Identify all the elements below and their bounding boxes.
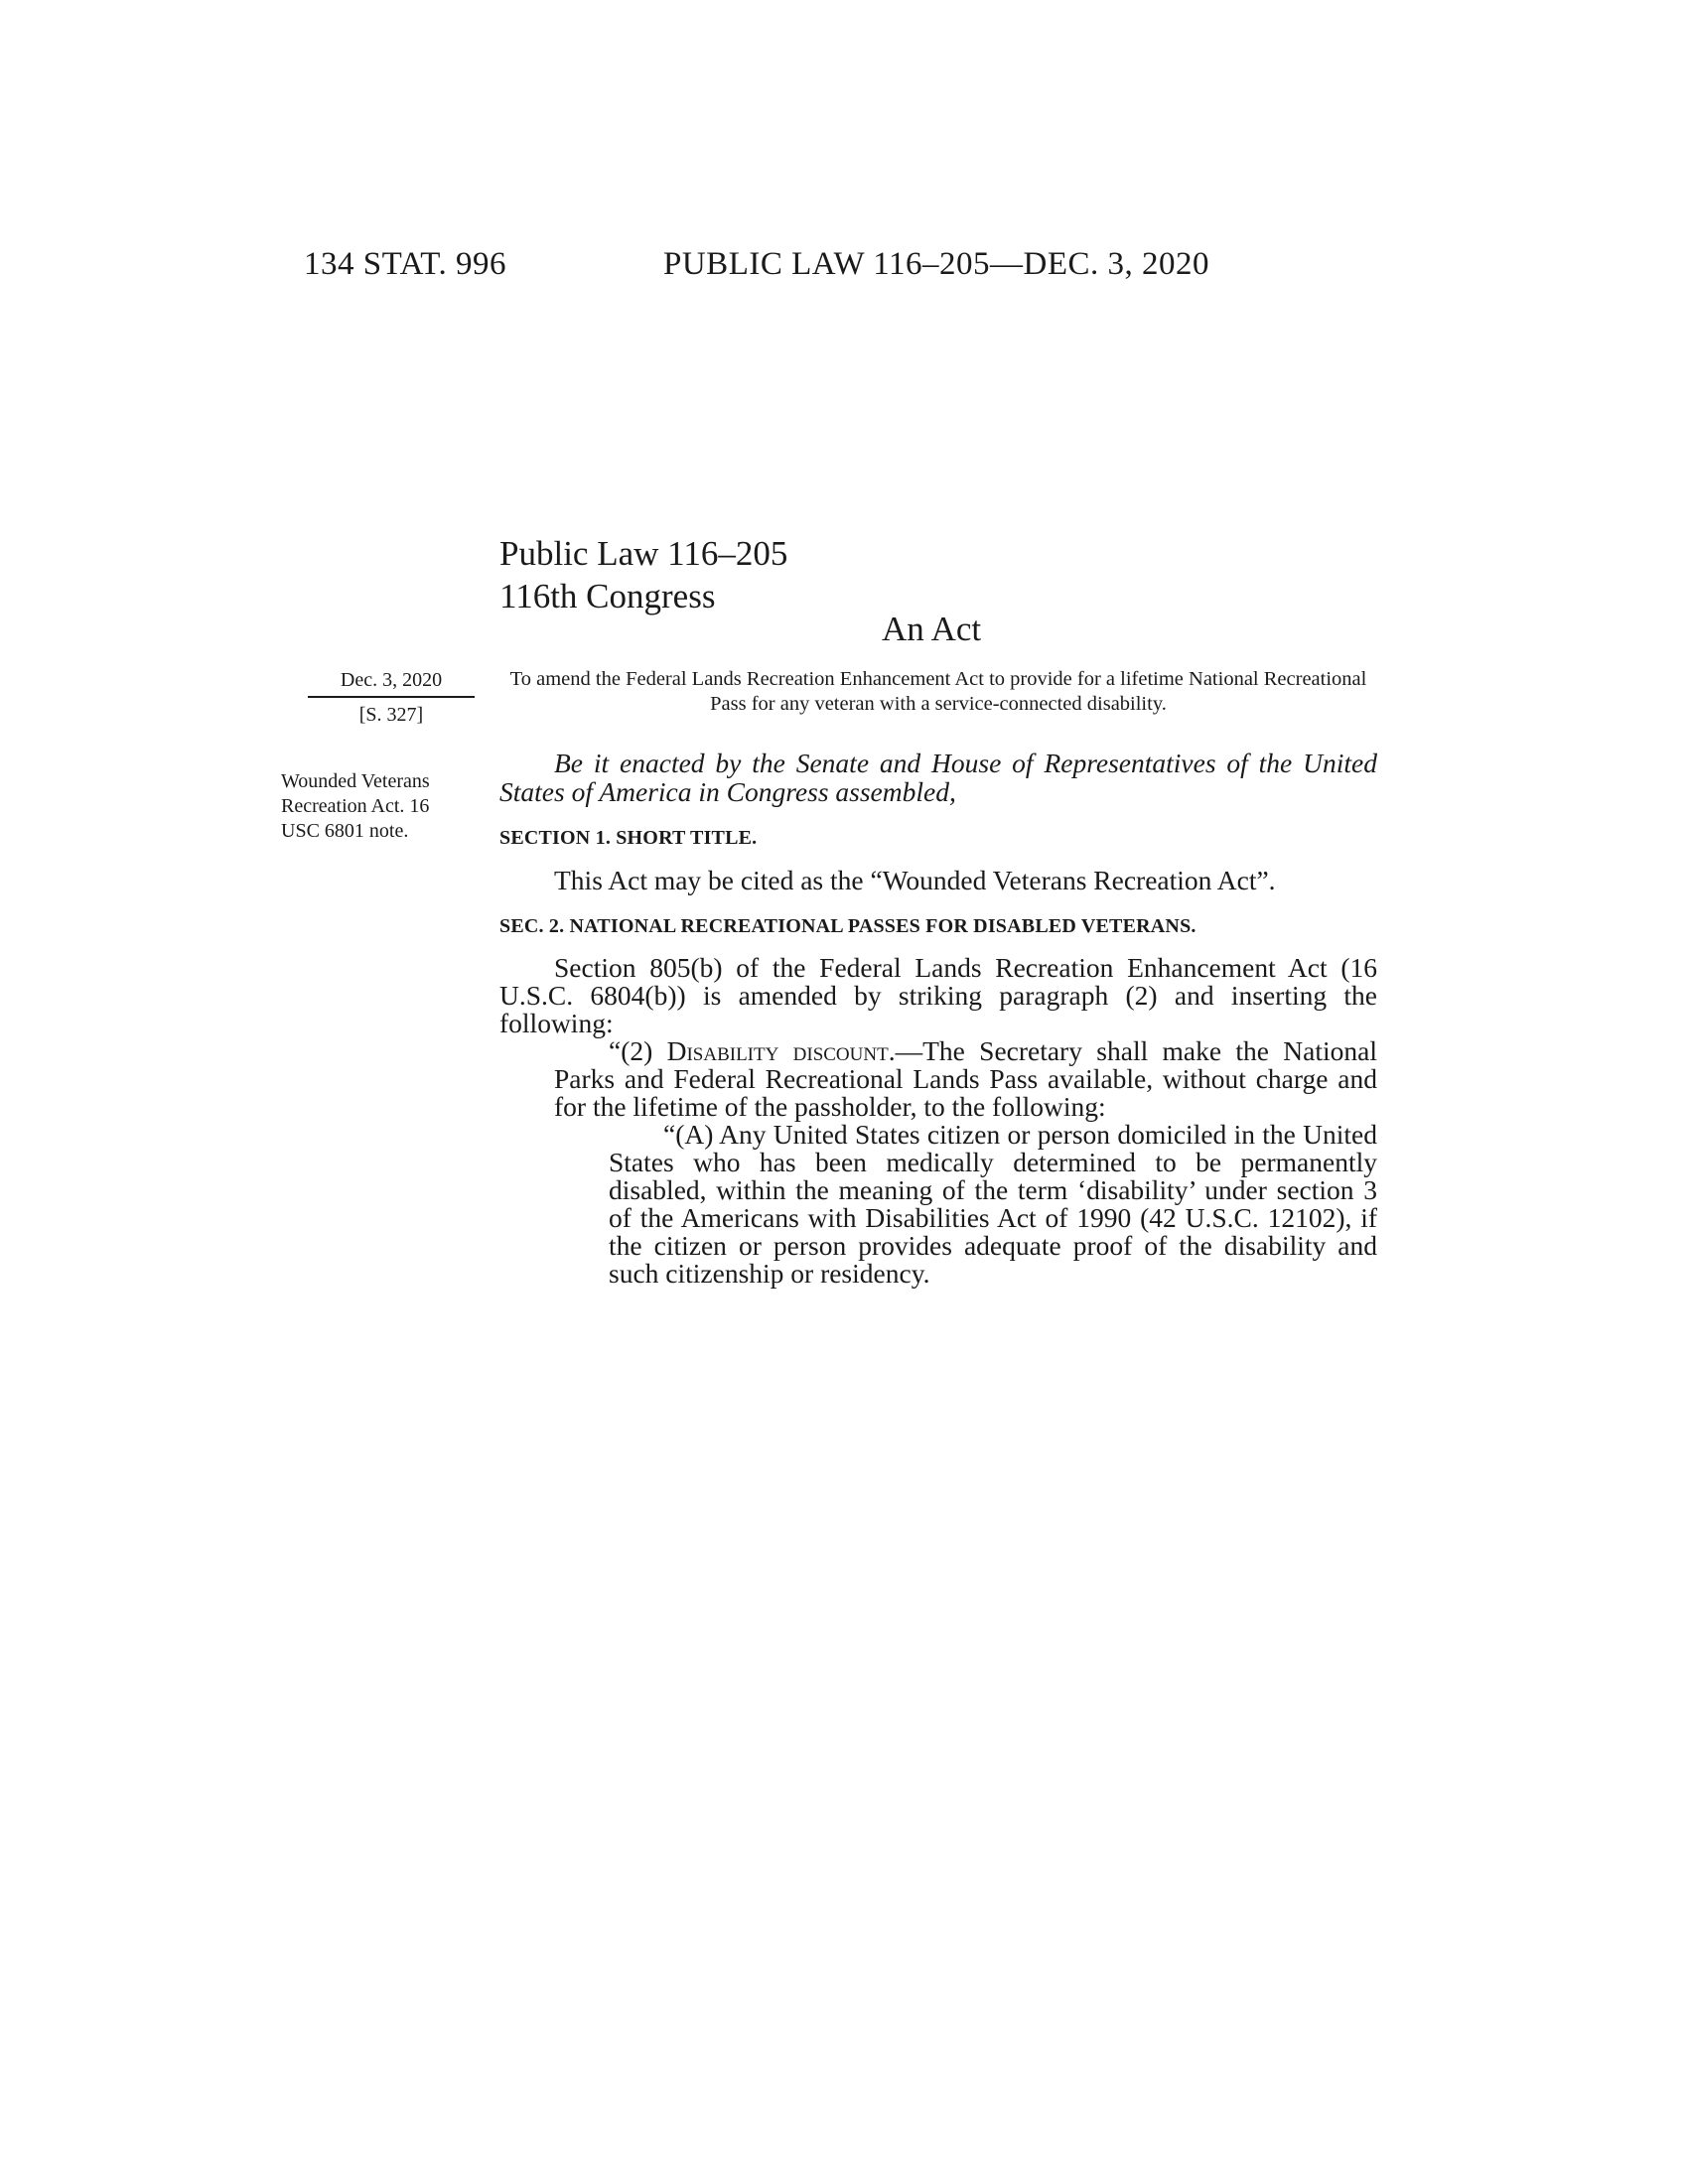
short-title-margin-note: Wounded Veterans Recreation Act. 16 USC 6801 note. bbox=[281, 770, 430, 842]
act-heading: An Act bbox=[882, 610, 982, 648]
paragraph-2 bbox=[554, 1037, 1377, 1121]
main-text bbox=[499, 667, 1377, 1288]
section-1-text: This Act may be cited as the “Wounded Veterans Recreation Act”. bbox=[554, 865, 1276, 895]
law-number: Public Law 116–205 bbox=[499, 534, 788, 573]
running-title: PUBLIC LAW 116–205—DEC. 3, 2020 bbox=[663, 246, 1210, 282]
subparagraph-a: “(A) Any United States citizen or person domiciled in the United States who has been medically determined to be permanently disabled, within the meaning of the term ‘disability’ under section 3 of the Americans with Disabilities Act of 1990 (42 U.S.C. 12102), if the citizen or person provides adequate proof of the disability and such citizenship or residency. bbox=[609, 1119, 1377, 1289]
page-number: 134 STAT. 996 bbox=[304, 246, 507, 282]
congress: 116th Congress bbox=[499, 577, 716, 615]
act-purpose: To amend the Federal Lands Recreation Enhancement Act to provide for a lifetime National Recreational Pass for any veteran with a service-connected disability. bbox=[509, 668, 1367, 715]
law-title-block bbox=[499, 532, 787, 617]
section-2-intro: Section 805(b) of the Federal Lands Recreation Enhancement Act (16 U.S.C. 6804(b)) is amended by striking paragraph (2) and inserting the following: bbox=[499, 952, 1377, 1038]
enacting-clause: Be it enacted by the Senate and House of Representatives of the United States of America in Congress assembled, bbox=[499, 748, 1377, 807]
paragraph-2-text: .—The Secretary shall make the National Parks and Federal Recreational Lands Pass available, without charge and for the lifetime of the passholder, to the following: bbox=[554, 1035, 1377, 1122]
section-1-heading: SECTION 1. SHORT TITLE. bbox=[499, 827, 758, 849]
paragraph-2-prefix: “(2) bbox=[609, 1035, 667, 1066]
section-2-heading: SEC. 2. NATIONAL RECREATIONAL PASSES FOR DISABLED VETERANS. bbox=[499, 915, 1196, 937]
bill-number: [S. 327] bbox=[358, 704, 424, 726]
paragraph-2-caption: Disability discount bbox=[666, 1035, 889, 1066]
date-divider bbox=[308, 696, 475, 698]
date-margin-note bbox=[308, 667, 475, 729]
enactment-date: Dec. 3, 2020 bbox=[340, 669, 443, 691]
